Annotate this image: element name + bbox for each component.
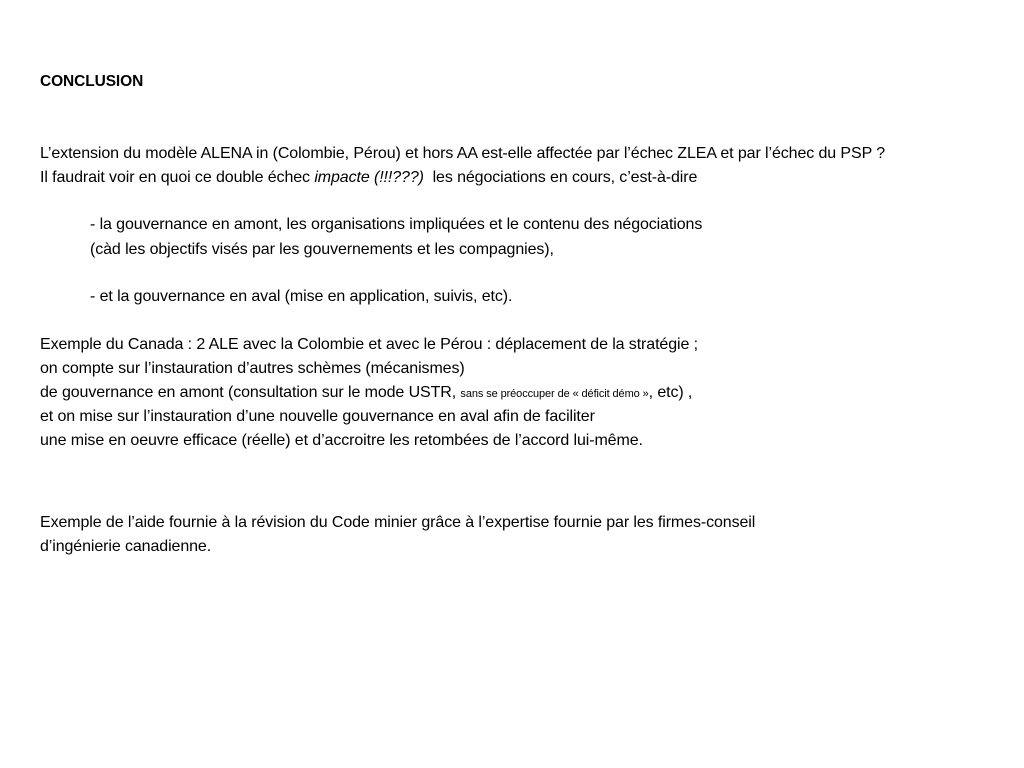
italic-emphasis: impacte (!!!???) bbox=[314, 169, 424, 186]
example-1-line-3 bbox=[40, 381, 692, 406]
example-2-line-1: Exemple de l’aide fournie à la révision du Code minier grâce à l’expertise fournie par les firmes-conseil bbox=[40, 514, 756, 531]
slide-title: CONCLUSION bbox=[40, 73, 144, 90]
example-1-line-5: une mise en oeuvre efficace (réelle) et d’accroitre les retombées de l’accord lui-même. bbox=[40, 432, 643, 449]
paragraph-1-line-2-end: les négociations en cours, c’est-à-dire bbox=[423, 169, 698, 186]
bullet-2: - et la gouvernance en aval (mise en application, suivis, etc). bbox=[90, 288, 513, 305]
example-1-line-2: on compte sur l’instauration d’autres schèmes (mécanismes) bbox=[40, 360, 465, 377]
small-aside: sans se préoccuper de « déficit démo » bbox=[460, 388, 649, 400]
paragraph-1-line-2 bbox=[40, 166, 697, 190]
bullet-1-line-2: (càd les objectifs visés par les gouvernements et les compagnies), bbox=[90, 241, 554, 258]
paragraph-1-line-1: L’extension du modèle ALENA in (Colombie, Pérou) et hors AA est-elle affectée par l’échec ZLEA et par l’échec du PSP ? bbox=[40, 145, 886, 162]
example-1-line-1: Exemple du Canada : 2 ALE avec la Colombie et avec le Pérou : déplacement de la stratégie ; bbox=[40, 336, 698, 353]
example-2-line-2: d’ingénierie canadienne. bbox=[40, 538, 212, 555]
bullet-1-line-1: - la gouvernance en amont, les organisations impliquées et le contenu des négociations bbox=[90, 216, 703, 233]
example-1-line-4: et on mise sur l’instauration d’une nouvelle gouvernance en aval afin de faciliter bbox=[40, 408, 595, 425]
example-1-line-3-text: de gouvernance en amont (consultation sur le mode USTR, bbox=[40, 384, 461, 401]
example-1-line-3-end: , etc) , bbox=[648, 384, 693, 401]
paragraph-1-line-2-text: Il faudrait voir en quoi ce double échec bbox=[40, 169, 315, 186]
